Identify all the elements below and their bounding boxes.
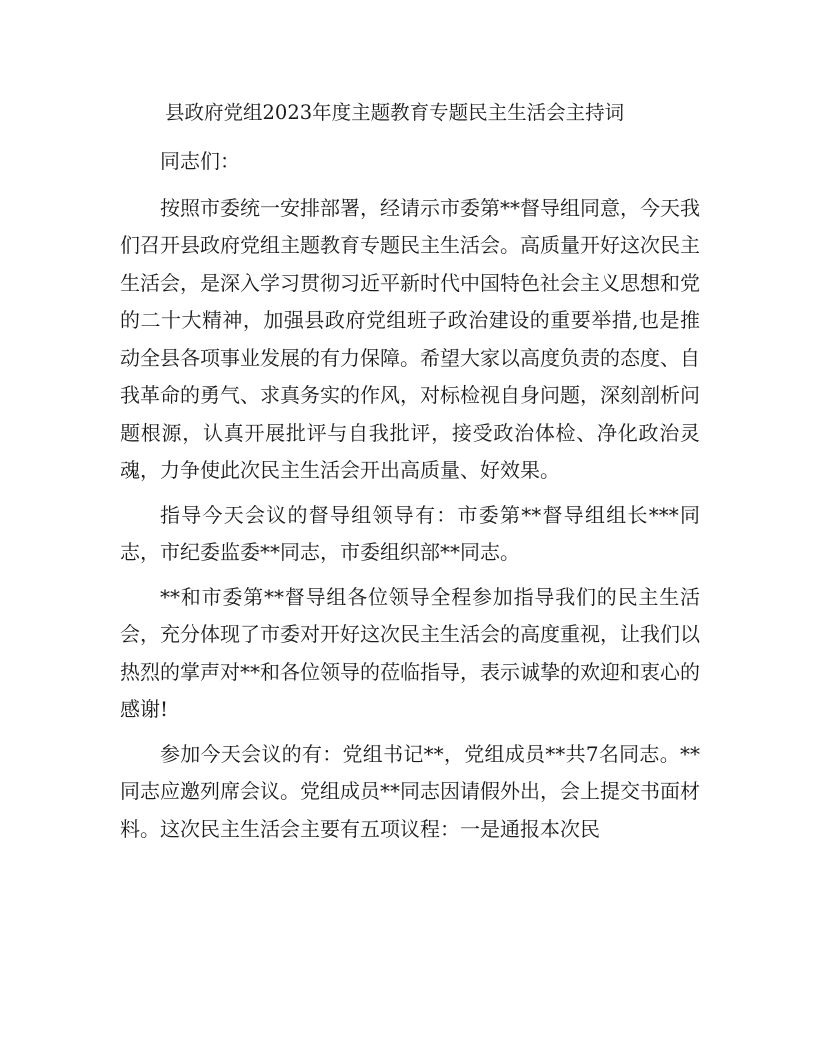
- salutation: 同志们：: [160, 149, 240, 173]
- paragraph-welcome: **和市委第**督导组各位领导全程参加指导我们的民主生活会，充分体现了市委对开好这次民主生活会的高度重视，让我们以热烈的掌声对**和各位领导的莅临指导，表示诚挚的欢迎和衷心的感谢!: [120, 584, 700, 721]
- paragraph-opening: 按照市委统一安排部署，经请示市委第**督导组同意，今天我们召开县政府党组主题教育专题民主生活会。高质量开好这次民主生活会，是深入学习贯彻习近平新时代中国特色社会主义思想和党的二十大精神，加强县政府党组班子政治建设的重要举措,也是推动全县各项事业发展的有力保障。希望大家以高度负责的态度、自我革命的勇气、求真务实的作风，对标检视自身问题，深刻剖析问题根源，认真开展批评与自我批评，接受政治体检、净化政治灵魂，力争使此次民主生活会开出高质量、好效果。: [120, 195, 700, 482]
- document-title: 县政府党组2023年度主题教育专题民主生活会主持词: [165, 101, 625, 124]
- paragraph-attendees: 参加今天会议的有：党组书记**，党组成员**共7名同志。**同志应邀列席会议。党组成员**同志因请假外出，会上提交书面材料。这次民主生活会主要有五项议程：一是通报本次民: [120, 741, 700, 841]
- document-body: [120, 143, 700, 855]
- paragraph-supervisors: 指导今天会议的督导组领导有：市委第**督导组组长***同志，市纪委监委**同志，市委组织部**同志。: [120, 502, 700, 564]
